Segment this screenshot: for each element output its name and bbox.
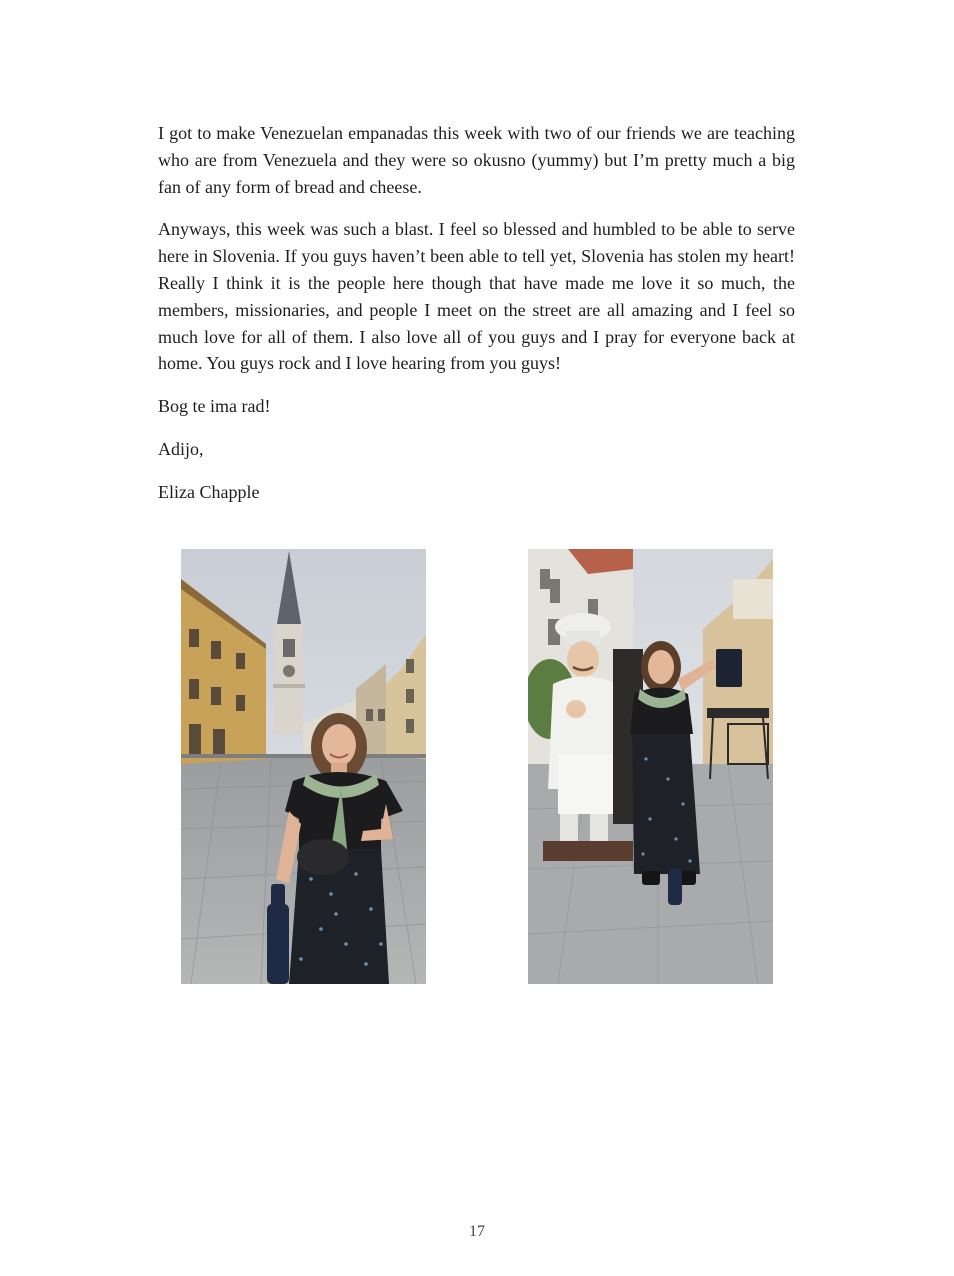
closing-farewell: Adijo, bbox=[158, 438, 204, 459]
photo-chef-statue-illustration bbox=[528, 549, 773, 984]
photo-town-square-illustration bbox=[181, 549, 426, 984]
page-number: 17 bbox=[469, 1223, 485, 1240]
letter-body bbox=[158, 120, 795, 522]
signature: Eliza Chapple bbox=[158, 481, 260, 502]
photo-town-square bbox=[181, 549, 426, 984]
paragraph-slovenia: Anyways, this week was such a blast. I feel so blessed and humbled to be able to serve here in Slovenia. If you guys haven’t been able to tell yet, Slovenia has stolen my heart! Really I think it is the people here though that have made me love it so much, the members, missionaries, and people I meet on the street are all amazing and I feel so much love for all of them. I also love all of you guys and I pray for everyone back at home. You guys rock and I love hearing from you guys! bbox=[158, 219, 795, 374]
closing-blessing: Bog te ima rad! bbox=[158, 396, 271, 417]
photo-chef-statue bbox=[528, 549, 773, 984]
paragraph-empanadas: I got to make Venezuelan empanadas this week with two of our friends we are teaching who are from Venezuela and they were so okusno (yummy) but I’m pretty much a big fan of any form of bread and cheese. bbox=[158, 123, 795, 197]
